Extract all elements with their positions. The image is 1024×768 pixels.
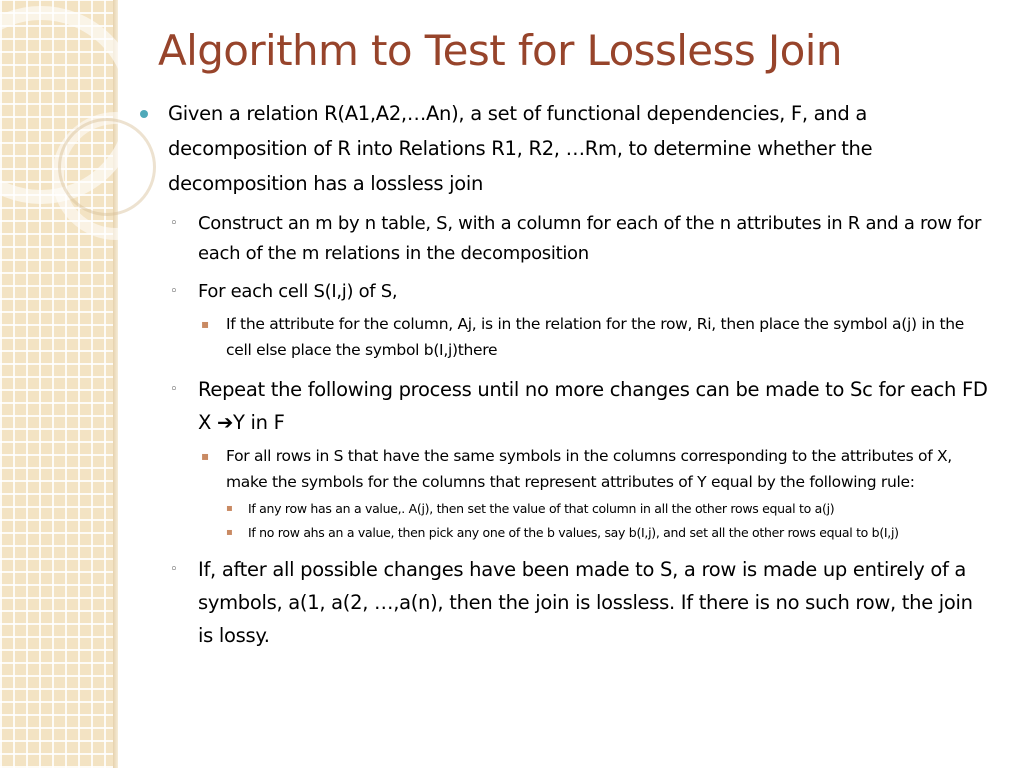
bullet-text: If any row has an a value,. A(j), then set the value of that column in all the other rows equal to a(j) bbox=[248, 501, 835, 516]
bullet-text: If, after all possible changes have been made to S, a row is made up entirely of a symbols, a(1, a(2, …,a(n), then the join is lossless. If there is no such row, the join is lossy. bbox=[198, 558, 973, 647]
slide-title: Algorithm to Test for Lossless Join bbox=[158, 26, 842, 75]
bullet-text: For all rows in S that have the same symbols in the columns corresponding to the attributes of X, make the symbols for the columns that represent attributes of Y equal by the following rule: bbox=[226, 447, 952, 491]
bullet-item-level2 bbox=[140, 553, 990, 652]
bullet-item-level2 bbox=[140, 373, 990, 439]
bullet-item-level1 bbox=[140, 96, 990, 201]
bullet-circle-icon: ◦ bbox=[170, 284, 178, 299]
decorative-sidebar bbox=[0, 0, 113, 768]
bullet-text: Construct an m by n table, S, with a column for each of the n attributes in R and a row for each of the m relations in the decomposition bbox=[198, 213, 982, 264]
bullet-text: Given a relation R(A1,A2,…An), a set of functional dependencies, F, and a decomposition of R into Relations R1, R2, …Rm, to determine whether the decomposition has a lossless join bbox=[168, 102, 873, 195]
bullet-dot-icon bbox=[140, 110, 148, 118]
bullet-text: Repeat the following process until no more changes can be made to Sc for each FD X bbox=[198, 378, 988, 434]
right-arrow-icon: ➔ bbox=[216, 411, 234, 434]
bullet-text: If no row ahs an a value, then pick any one of the b values, say b(I,j), and set all the other rows equal to b(I,j) bbox=[248, 525, 899, 540]
bullet-item-level3 bbox=[140, 443, 990, 495]
bullet-text: If the attribute for the column, Aj, is in the relation for the row, Ri, then place the symbol a(j) in the cell else place the symbol b(I,j)there bbox=[226, 315, 965, 359]
slide-body bbox=[140, 96, 990, 652]
bullet-text: Y in F bbox=[233, 411, 285, 434]
bullet-circle-icon: ◦ bbox=[170, 216, 178, 231]
bullet-circle-icon: ◦ bbox=[170, 382, 178, 397]
bullet-item-level4 bbox=[140, 499, 990, 519]
bullet-square-icon: ▪ bbox=[226, 503, 233, 514]
bullet-square-icon: ▪ bbox=[226, 527, 233, 538]
bullet-item-level2 bbox=[140, 277, 990, 307]
bullet-text: For each cell S(I,j) of S, bbox=[198, 281, 398, 302]
bullet-item-level4 bbox=[140, 523, 990, 543]
bullet-circle-icon: ◦ bbox=[170, 562, 178, 577]
bullet-item-level3 bbox=[140, 311, 990, 363]
bullet-item-level2 bbox=[140, 209, 990, 269]
bullet-square-icon: ▪ bbox=[201, 449, 209, 463]
sidebar-edge bbox=[113, 0, 118, 768]
bullet-square-icon: ▪ bbox=[201, 317, 209, 331]
